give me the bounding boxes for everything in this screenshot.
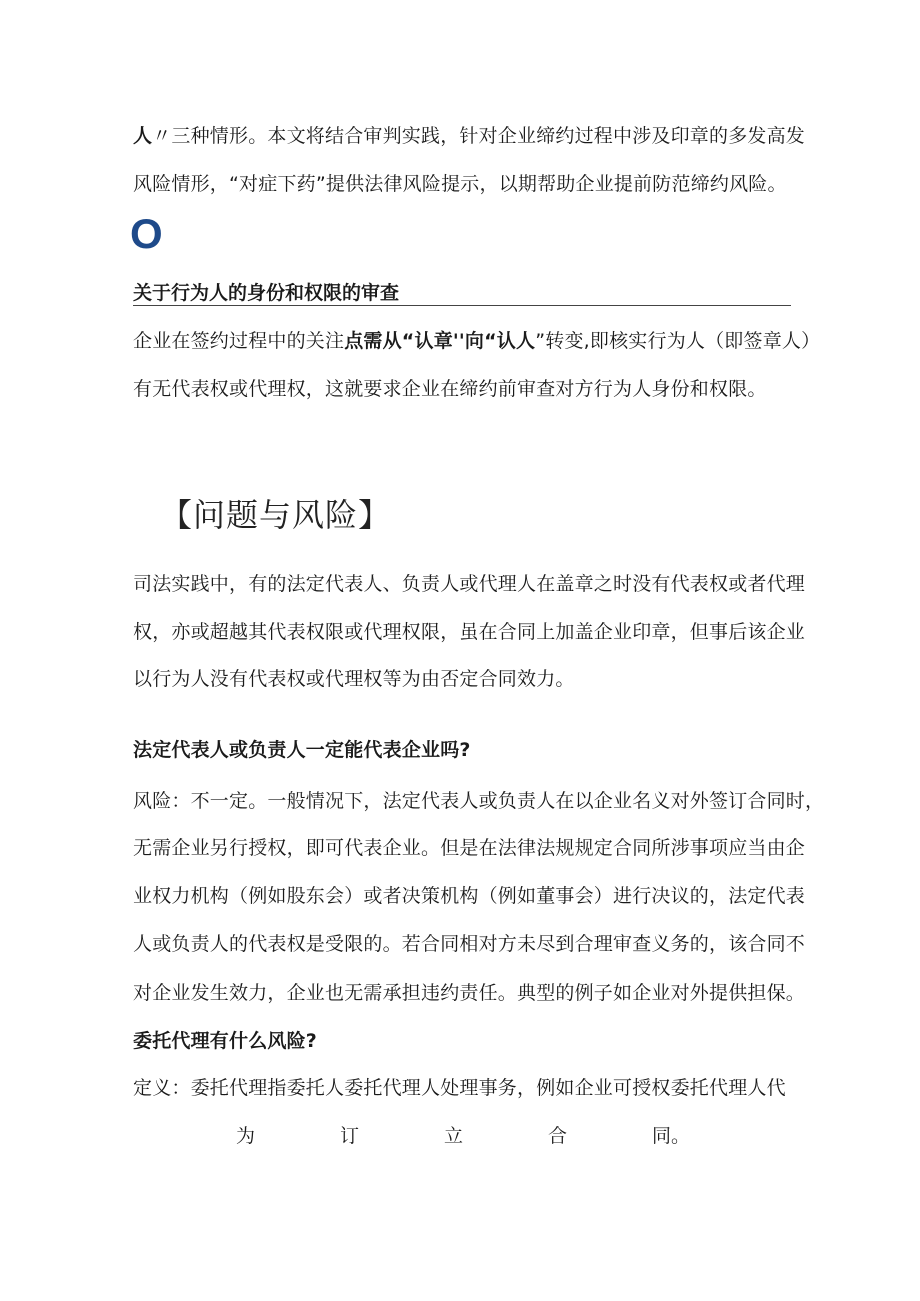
intro-text: 〃三种情形。本文将结合审判实践，针对企业缔约过程中涉及印章的多发高发 [152, 125, 806, 147]
section-para-text-a: 企业在签约过程中的关注 [133, 330, 345, 352]
q2-spread-char: 同。 [652, 1125, 691, 1147]
section-para-line-2: 有无代表权或代理权，这就要求企业在缔约前审查对方行为人身份和权限。 [133, 378, 767, 400]
section-para-text-c: ”转变,即核实行为人（即签章人） [535, 330, 821, 352]
q2-heading: 委托代理有什么风险? [133, 1030, 318, 1052]
q1-line-3: 业权力机构（例如股东会）或者决策机构（例如董事会）进行决议的，法定代表 [133, 885, 806, 907]
heading-divider [133, 305, 791, 306]
section-para-line-1 [133, 329, 820, 353]
section-para-bold: 点需从“认章''向“认人 [344, 330, 536, 352]
q1-line-4: 人或负责人的代表权是受限的。若合同相对方未尽到合理审查义务的，该合同不 [133, 933, 806, 955]
q1-heading: 法定代表人或负责人一定能代表企业吗? [133, 739, 471, 761]
section-number-icon: O [130, 210, 163, 257]
risk-para-line-2: 权，亦或超越其代表权限或代理权限，虽在合同上加盖企业印章，但事后该企业 [133, 621, 806, 643]
section-heading: 关于行为人的身份和权限的审查 [133, 282, 400, 304]
q1-line-2: 无需企业另行授权，即可代表企业。但是在法律法规规定合同所涉事项应当由企 [133, 837, 806, 859]
intro-bold: 人 [133, 125, 153, 147]
q2-line-1: 定义：委托代理指委托人委托代理人处理事务，例如企业可授权委托代理人代 [133, 1077, 786, 1099]
problem-risk-title: 【问题与风险】 [160, 496, 392, 534]
q1-line-5: 对企业发生效力，企业也无需承担违约责任。典型的例子如企业对外提供担保。 [133, 982, 806, 1004]
q2-spread-char: 合 [548, 1125, 568, 1147]
q2-spread-char: 立 [444, 1125, 464, 1147]
q2-spread-char: 订 [340, 1125, 360, 1147]
risk-para-line-1: 司法实践中，有的法定代表人、负责人或代理人在盖章之时没有代表权或者代理 [133, 573, 806, 595]
q1-line-1: 风险：不一定。一般情况下，法定代表人或负责人在以企业名义对外签订合同时， [133, 790, 825, 812]
risk-para-line-3: 以行为人没有代表权或代理权等为由否定合同效力。 [133, 668, 575, 690]
intro-line-2: 风险情形，“对症下药”提供法律风险提示，以期帮助企业提前防范缔约风险。 [133, 173, 787, 195]
q2-spread-char: 为 [236, 1125, 256, 1147]
intro-line-1 [133, 124, 805, 148]
